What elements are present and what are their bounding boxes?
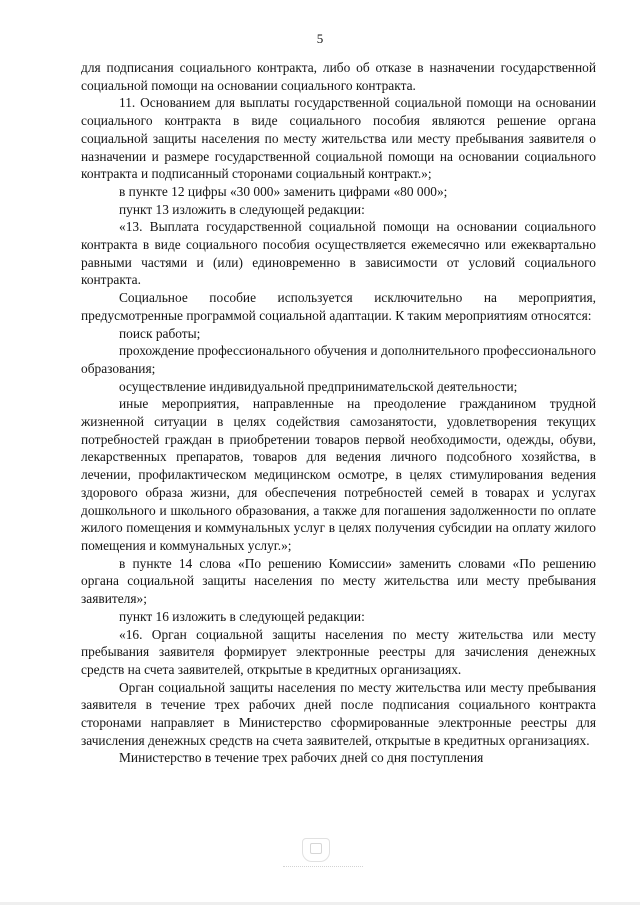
paragraph: прохождение профессионального обучения и дополнительного профессионального образования; [81,343,596,376]
paragraph: в пункте 12 цифры «30 000» заменить цифрами «80 000»; [119,183,448,199]
stamp-dotted-line [283,866,363,868]
page-number: 5 [316,31,324,46]
paragraph: пункт 16 изложить в следующей редакции: [119,608,365,624]
paragraph: «16. Орган социальной защиты населения по месту жительства или месту пребывания заявителя формирует электронные реестры для зачисления денежных средств на счета заявителей, открытые в кредитных организациях. [81,626,596,677]
paragraph: Социальное пособие используется исключительно на мероприятия, предусмотренные программой социальной адаптации. К таким мероприятиям относятся: [81,290,596,323]
paragraph: осуществление индивидуальной предпринимательской деятельности; [119,378,518,394]
stamp-mark-icon [302,838,330,862]
paragraph: 11. Основанием для выплаты государственной социальной помощи на основании социального контракта в виде социального пособия являются решение органа социальной защиты населения по месту жительства или месту пребывания заявителя о назначении и размере государственной социальной помощи на основании социального контракта и подписанный сторонами социальный контракт.»; [81,95,596,182]
paragraph: в пункте 14 слова «По решению Комиссии» заменить словами «По решению органа социальной защиты населения по месту жительства или месту пребывания заявителя»; [81,555,596,607]
paragraph: «13. Выплата государственной социальной помощи на основании социального контракта в виде социального пособия осуществляется ежемесячно или ежеквартально равными частями и (или) единовременно в зависимости от условий социального контракта. [81,219,596,288]
paragraph: Орган социальной защиты населения по месту жительства или месту пребывания заявителя в течение трех рабочих дней после подписания социального контракта сторонами направляет в Министерство сформированные электронные реестры для зачисления денежных средств на счета заявителей, открытые в кредитных организациях. [81,679,596,748]
paragraph: Министерство в течение трех рабочих дней со дня поступления [119,750,484,766]
document-body [81,59,596,767]
paragraph: поиск работы; [119,325,201,341]
paragraph: пункт 13 изложить в следующей редакции: [119,201,365,217]
paragraph: для подписания социального контракта, либо об отказе в назначении государственной социальной помощи на основании социального контракта. [81,60,596,93]
paragraph: иные мероприятия, направленные на преодоление гражданином трудной жизненной ситуации в целях содействия самозанятости, удовлетворения текущих потребностей граждан в приобретении товаров первой необходимости, одежды, обуви, лекарственных препаратов, товаров для ведения личного подсобного хозяйства, в лечении, профилактическом медицинском осмотре, в целях стимулирования ведения здорового образа жизни, для обеспечения потребностей семей в товарах и услугах дошкольного и школьного образования, а также для погашения задолженности по оплате жилого помещения и коммунальных услуг в целях получения субсидии на оплату жилого помещения и коммунальных услуг.»; [81,396,596,553]
